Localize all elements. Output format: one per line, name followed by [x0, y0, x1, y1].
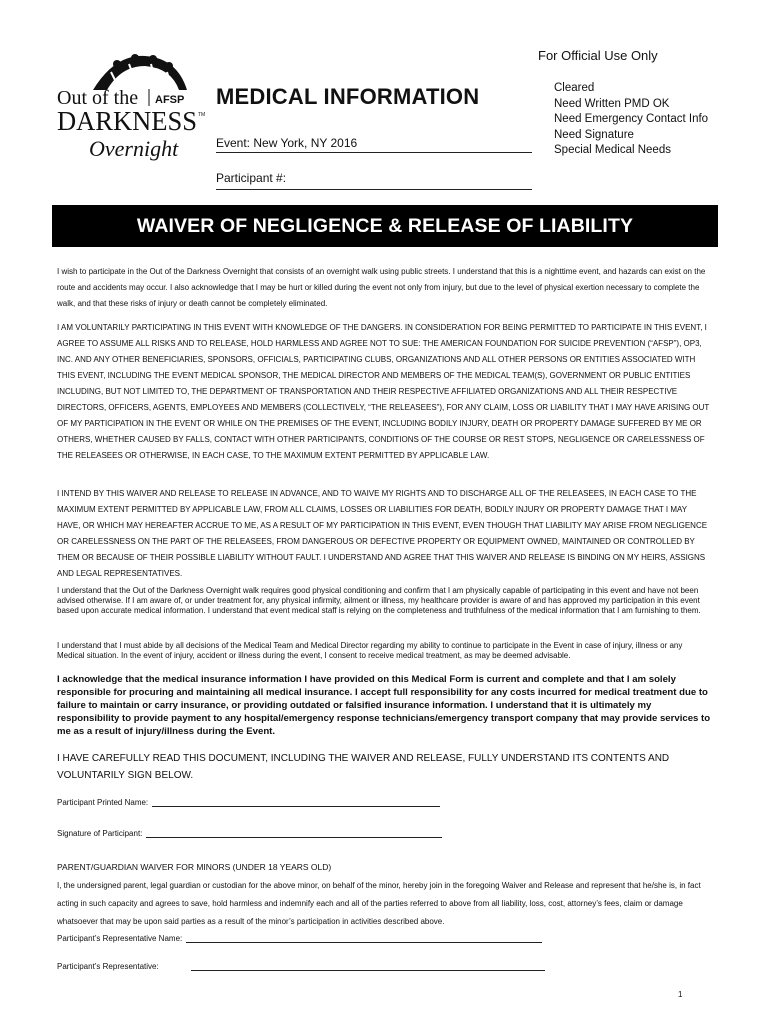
signature-input[interactable] [146, 836, 442, 838]
guardian-heading: PARENT/GUARDIAN WAIVER FOR MINORS (UNDER 18 YEARS OLD) [57, 862, 332, 872]
out-of-the-darkness-logo [55, 50, 205, 168]
event-field: Event: New York, NY 2016 [216, 136, 532, 153]
official-checklist [554, 81, 708, 159]
rep-name-row [57, 934, 542, 943]
printed-name-row [57, 798, 440, 807]
checklist-item: Need Emergency Contact Info [554, 113, 709, 125]
waiver-banner: WAIVER OF NEGLIGENCE & RELEASE OF LIABILITY [52, 205, 718, 247]
checklist-item: Need Signature [554, 128, 634, 141]
paragraph-insurance: I acknowledge that the medical insurance information I have provided on this Medical Form is current and complete and that I am solely responsible for procuring and maintaining all medical insurance. I accept full responsibility for any costs incurred for medical treatment due to failure to maintain or carry insurance, or providing outdated or falsified insurance information. I understand that it is ultimately my responsibility to provide payment to any hospital/emergency response technicians/emergency transport company that may provide services to me as a result of injury/illness during the Event. [57, 674, 711, 737]
logo-afsp: AFSP [155, 94, 185, 106]
paragraph-physical-condition: I understand that the Out of the Darkness Overnight walk requires good physical conditioning and confirm that I am physically capable of participating in this event and have not been advised otherwise. If I am aware of, or under treatment for, any physical infirmity, ailment or illness, my healthcare provider is aware of and has approved my participation in this event based upon accurate medical information. I understand that event medical staff is relying on the completeness and truthfulness of the medical information that I am furnishing to them. [57, 586, 701, 615]
paragraph-intro: I wish to participate in the Out of the Darkness Overnight that consists of an overnight walk using public streets. I understand that this is a nighttime event, and hazards can exist on the route and accidents may occur. I also acknowledge that I may be hurt or killed during the event not only from injury, but due to the level of physical exertion necessary to complete the walk, and that these risks of injury or death cannot be completely eliminated. [57, 267, 706, 308]
paragraph-medical-team: I understand that I must abide by all decisions of the Medical Team and Medical Director regarding my ability to continue to participate in the Event in case of injury, illness or any Medical situation. In the event of injury, accident or illness during the event, I consent to receive medical treatment, as may be deemed advisable. [57, 641, 683, 660]
rep-label: Participant’s Representative: [57, 962, 159, 971]
paragraph-release: I AM VOLUNTARILY PARTICIPATING IN THIS EVENT WITH KNOWLEDGE OF THE DANGERS. IN CONSIDERATION FOR BEING PERMITTED TO PARTICIPATE IN THIS EVENT, I AGREE TO ASSUME ALL RISKS AND TO RELEASE, HOLD HARMLESS AND AGREE NOT TO SUE: THE AMERICAN FOUNDATION FOR SUICIDE PREVENTION (“AFSP”), OP3, INC. AND ANY OTHER BENEFICIARIES, SPONSORS, OFFICIALS, PARTICIPATING CLUBS, ORGANIZATIONS AND ALL OTHER PERSONS OR ENTITIES ASSOCIATED WITH THIS EVENT, INCLUDING THE EVENT MEDICAL SPONSOR, THE MEDICAL DIRECTOR AND MEMBERS OF THE MEDICAL TEAM(S), GOVERNMENT OR PUBLIC ENTITIES INCLUDING, BUT NOT LIMITED TO, THE DEPARTMENT OF TRANSPORTATION AND THEIR RESPECTIVE AFFILIATED ORGANIZATIONS AND ALL THEIR RESPECTIVE DIRECTORS, OFFICERS, AGENTS, EMPLOYEES AND MEMBERS (COLLECTIVELY, “THE RELEASEES”), FOR ANY CLAIM, LOSS OR LIABILITY THAT I MAY HAVE ARISING OUT OF MY PARTICIPATION IN THE EVENT OR WHILE ON THE PREMISES OF THE EVENT, INCLUDING BODILY INJURY, DEATH OR PROPERTY DAMAGE SUFFERED BY ME OR OTHERS, WHETHER CAUSED BY FALLS, CONTACT WITH OTHER PARTICIPANTS, CONDITIONS OF THE COURSE OR REST STOPS, NEGLIGENCE OR CARELESSNESS OF THE RELEASEES OR OTHERWISE, IN EACH CASE, TO THE MAXIMUM EXTENT PERMITTED BY APPLICABLE LAW. [57, 323, 710, 460]
rep-row [57, 962, 545, 971]
printed-name-label: Participant Printed Name: [57, 798, 149, 807]
checklist-item: Special Medical Needs [554, 144, 671, 156]
participant-number-field[interactable]: Participant #: [216, 171, 532, 190]
page-title: MEDICAL INFORMATION [216, 84, 480, 109]
rep-name-label: Participant’s Representative Name: [57, 934, 183, 943]
paragraph-waiver: I INTEND BY THIS WAIVER AND RELEASE TO RELEASE IN ADVANCE, AND TO WAIVE MY RIGHTS AND TO DISCHARGE ALL OF THE RELEASEES, IN EACH CASE TO THE MAXIMUM EXTENT PERMITTED BY APPLICABLE LAW, FROM ALL CLAIMS, LOSSES OR LIABILITIES FOR DEATH, BODILY INJURY OR PROPERTY DAMAGE THAT I MAY HAVE, OR WHICH MAY HEREAFTER ACCRUE TO ME, AS A RESULT OF MY PARTICIPATION IN THIS EVENT, EVEN THOUGH THAT LIABILITY MAY ARISE FROM NEGLIGENCE OR CARELESSNESS ON THE PART OF THE RELEASEES, FROM DANGEROUS OR DEFECTIVE PROPERTY OR EQUIPMENT OWNED, MAINTAINED OR CONTROLLED BY THEM OR BECAUSE OF THEIR POSSIBLE LIABILITY WITHOUT FAULT. I UNDERSTAND AND AGREE THAT THIS WAIVER AND RELEASE IS BINDING ON MY HEIRS, ASSIGNS AND LEGAL REPRESENTATIVES. [57, 489, 708, 578]
logo-line3: Overnight [89, 136, 179, 161]
logo-tm: TM [198, 112, 205, 118]
rep-input[interactable] [191, 969, 545, 971]
rep-name-input[interactable] [186, 941, 542, 943]
printed-name-input[interactable] [152, 805, 440, 807]
guardian-body: I, the undersigned parent, legal guardian or custodian for the above minor, on behalf of the minor, hereby join in the foregoing Waiver and Release and represent that he/she is, in fact acting in such capacity and agrees to save, hold harmless and indemnify each and all of the parties referred to above from all liability, loss, cost, attorney’s fees, claim or damage whatsoever that may be upon said parties as a result of the minor’s participation in activities described above. [57, 881, 701, 926]
checklist-item: Need Written PMD OK [554, 97, 670, 110]
signature-row [57, 829, 442, 838]
logo-line2: DARKNESS [57, 106, 197, 136]
checklist-item: Cleared [554, 82, 595, 94]
signature-label: Signature of Participant: [57, 829, 143, 838]
paragraph-acknowledgement: I HAVE CAREFULLY READ THIS DOCUMENT, INCLUDING THE WAIVER AND RELEASE, FULLY UNDERSTAND ITS CONTENTS AND VOLUNTARILY SIGN BELOW. [57, 753, 670, 781]
official-use-label: For Official Use Only [538, 48, 658, 63]
page-number: 1 [678, 990, 683, 999]
logo-line1: Out of the [57, 87, 139, 109]
